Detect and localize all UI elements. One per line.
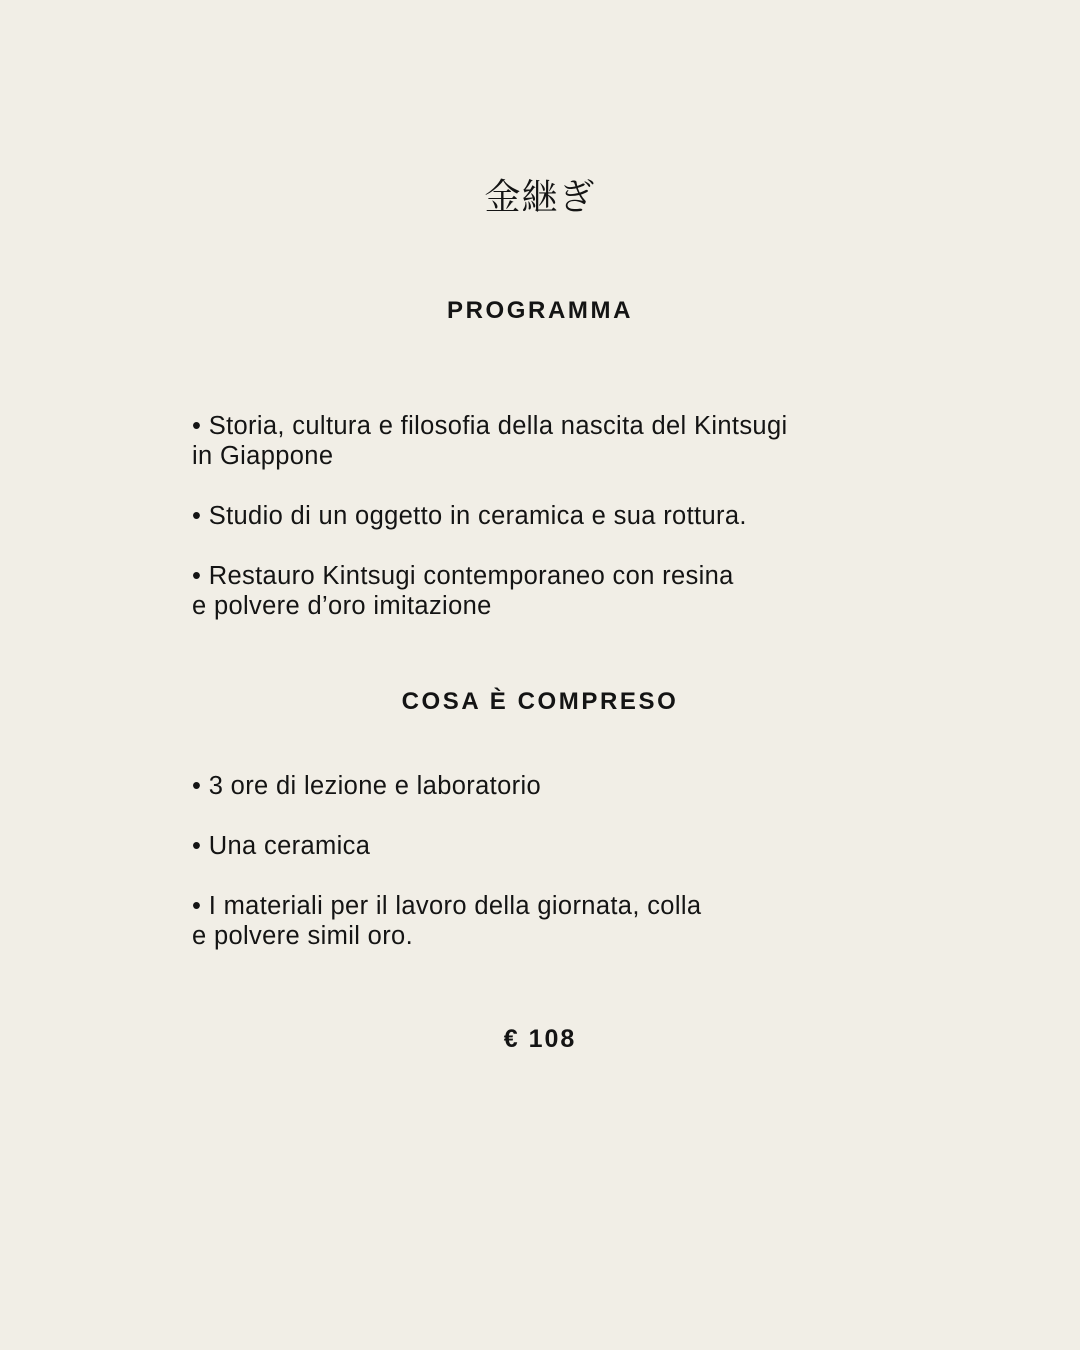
programma-list xyxy=(192,411,892,621)
list-item: • I materiali per il lavoro della giornata, colla e polvere simil oro. xyxy=(192,892,702,950)
list-item: • Studio di un oggetto in ceramica e sua rottura. xyxy=(192,502,747,530)
price: € 108 xyxy=(503,1025,577,1053)
list-item: • Restauro Kintsugi contemporaneo con resina e polvere d’oro imitazione xyxy=(192,562,734,620)
programma-heading: PROGRAMMA xyxy=(446,297,634,324)
page-title: 金継ぎ xyxy=(484,177,596,218)
list-item: • Storia, cultura e filosofia della nascita del Kintsugi in Giappone xyxy=(192,412,788,470)
compreso-list xyxy=(192,771,892,951)
list-item: • Una ceramica xyxy=(192,832,371,860)
list-item: • 3 ore di lezione e laboratorio xyxy=(192,772,541,800)
compreso-heading: COSA È COMPRESO xyxy=(401,688,679,715)
